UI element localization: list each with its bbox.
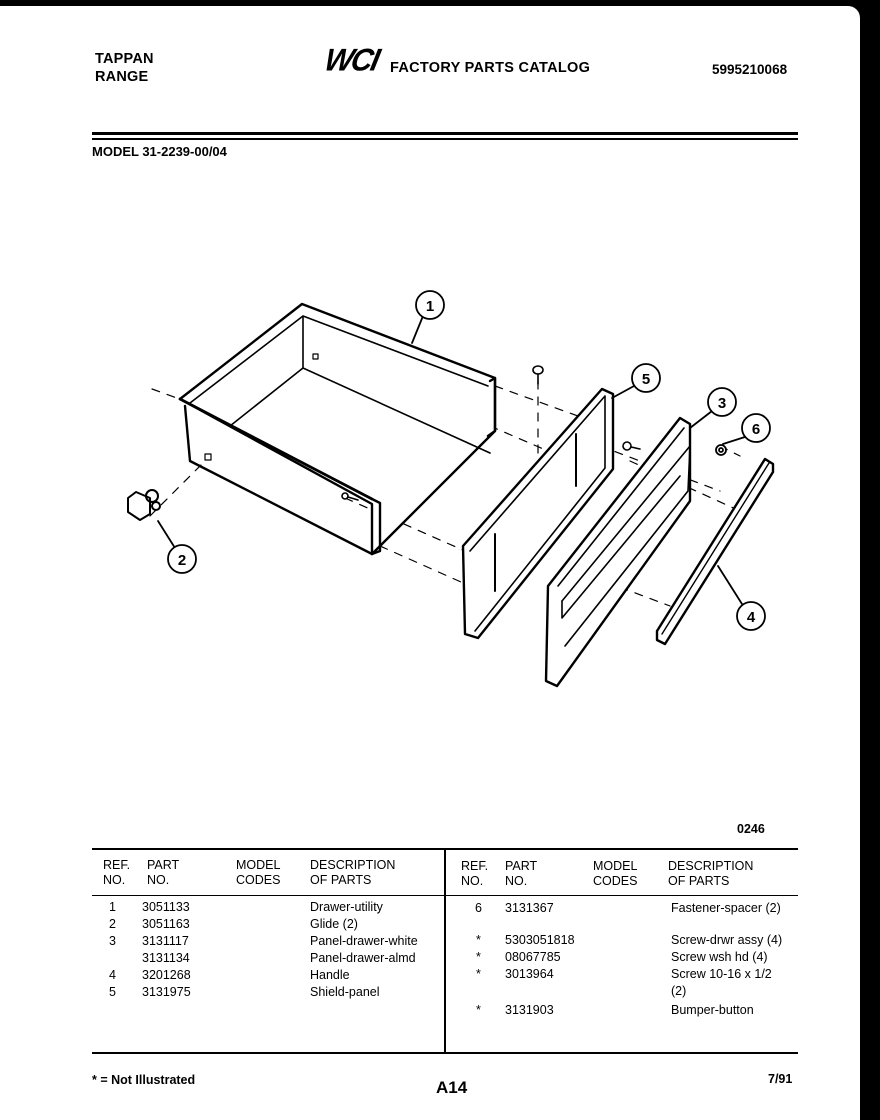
col-header-part: PART NO. [147,858,180,887]
col-header-ref-right: REF. NO. [461,859,489,888]
part-description: Bumper-button [671,1003,754,1017]
brand-block [95,50,154,86]
callout-2: 2 [177,552,187,569]
table-row: 2 [109,917,116,931]
table-row: 6 [475,901,482,915]
footnote-not-illustrated: * = Not Illustrated [92,1073,196,1087]
table-row: 5 [109,985,116,999]
part-number: 3131903 [505,1003,554,1017]
product-type: RANGE [95,69,149,85]
part-number: 3201268 [142,968,191,982]
callout-4: 4 [746,609,756,626]
drawer-utility-shape [180,304,495,554]
screw-shape [533,366,543,384]
part-number: 5303051818 [505,933,575,947]
table-row: * [476,950,481,964]
part-description: Shield-panel [310,985,380,999]
part-description: Drawer-utility [310,900,383,914]
part-description: Handle [310,968,350,982]
col-header-model-right: MODEL CODES [593,859,638,888]
fastener-spacer-shape [716,445,726,455]
part-description: Panel-drawer-almd [310,951,416,965]
col-header-model: MODEL CODES [236,858,281,887]
col-header-ref: REF. NO. [103,858,131,887]
wci-logo: WCI [321,43,382,78]
part-number: 3131117 [142,934,189,948]
figure-number: 0246 [737,822,765,836]
callout-5: 5 [641,371,651,388]
table-row: 1 [109,900,116,914]
glide-shape [128,490,160,520]
catalog-title: FACTORY PARTS CATALOG [390,60,591,76]
part-description: Panel-drawer-white [310,934,418,948]
table-row: 4 [109,968,116,982]
part-description: Screw wsh hd (4) [671,950,768,964]
brand-name: TAPPAN [95,51,154,67]
part-number: 3013964 [505,967,554,981]
col-header-part-right: PART NO. [505,859,538,888]
table-row: * [476,1003,481,1017]
table-row: 3 [109,934,116,948]
col-header-desc: DESCRIPTION OF PARTS [310,858,396,887]
callout-6: 6 [751,421,761,438]
part-description: Glide (2) [310,917,358,931]
header-rule [92,132,798,135]
catalog-number: 5995210068 [712,62,788,77]
part-number: 3051133 [142,900,190,914]
part-description: Screw 10-16 x 1/2 [671,967,772,981]
part-number: 3051163 [142,917,190,931]
header-rule-thin [92,138,798,140]
callout-1: 1 [425,298,435,315]
part-description: Fastener-spacer (2) [671,901,781,915]
part-number: 08067785 [505,950,561,964]
part-description: Screw-drwr assy (4) [671,933,783,947]
model-number: MODEL 31-2239-00/04 [92,144,227,159]
part-description-cont: (2) [671,984,687,998]
callout-3: 3 [717,395,727,412]
part-number: 3131975 [142,985,191,999]
part-number: 3131367 [505,901,554,915]
table-row: * [476,967,481,981]
col-header-desc-right: DESCRIPTION OF PARTS [668,859,754,888]
exploded-parts-diagram [110,276,810,706]
part-number: 3131134 [142,951,190,965]
catalog-date: 7/91 [768,1072,793,1086]
table-column-divider [444,849,446,1053]
page-number: A14 [436,1078,468,1097]
catalog-page [0,6,860,1120]
table-row: * [476,933,481,947]
